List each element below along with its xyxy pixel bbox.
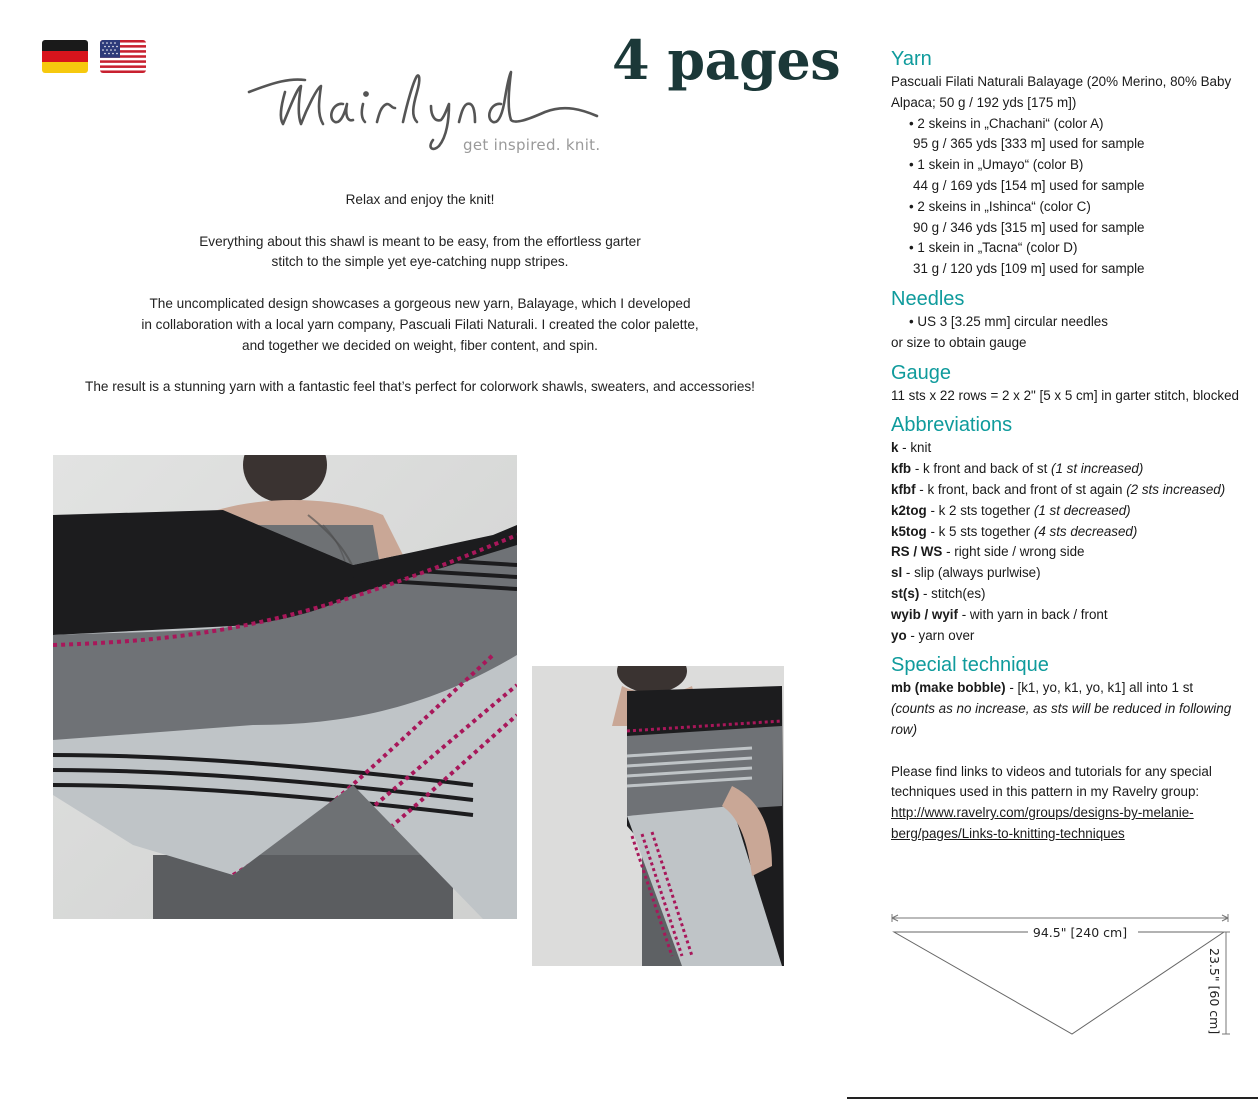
intro-paragraph: Relax and enjoy the knit!: [345, 192, 495, 207]
german-flag-icon[interactable]: [42, 40, 88, 73]
intro-paragraph: The result is a stunning yarn with a fantastic feel that’s perfect for colorwork shawls, sweaters, and accessories!: [85, 379, 755, 395]
abbreviations-heading: Abbreviations: [891, 414, 1013, 437]
abbreviation-item: wyib / wyif - with yarn in back / front: [891, 606, 1108, 622]
intro-paragraph: Everything about this shawl is meant to be easy, from the effortless garter stitch to the simple yet eye-catching nupp stripes.: [199, 233, 641, 270]
shawl-schematic: [888, 912, 1234, 1042]
ravelry-link[interactable]: http://www.ravelry.com/groups/designs-by-melanie-: [891, 805, 1194, 821]
yarn-amount: 90 g / 346 yds [315 m] used for sample: [913, 219, 1145, 235]
schematic-depth-label: 23.5" [60 cm]: [1207, 948, 1222, 1035]
shawl-back-photo: [53, 455, 517, 919]
yarn-skein-item: • 2 skeins in „Ishinca“ (color C): [909, 198, 1091, 214]
yarn-heading: Yarn: [891, 48, 932, 70]
ravelry-link-continued[interactable]: berg/pages/Links-to-knitting-techniques: [891, 825, 1125, 841]
pattern-details: [891, 46, 1246, 845]
abbreviation-item: yo - yarn over: [891, 627, 975, 643]
yarn-amount: 31 g / 120 yds [109 m] used for sample: [913, 261, 1145, 277]
intro-paragraph: The uncomplicated design showcases a gorgeous new yarn, Balayage, which I developed in collaboration with a local yarn company, Pascuali Filati Naturali. I created the color palette, and together we decided on weight, fiber content, and spin.: [141, 295, 699, 353]
links-text: Please find links to videos and tutorials for any special techniques used in this pattern in my Ravelry group:: [891, 763, 1212, 800]
abbreviation-item: k5tog - k 5 sts together (4 sts decreased): [891, 523, 1138, 539]
special-technique-heading: Special technique: [891, 654, 1049, 677]
gauge-text: 11 sts x 22 rows = 2 x 2" [5 x 5 cm] in garter stitch, blocked: [891, 387, 1239, 403]
intro-text: [60, 190, 780, 419]
bottom-rule: [847, 1097, 1258, 1099]
yarn-skein-item: • 2 skeins in „Chachani“ (color A): [909, 115, 1104, 131]
us-flag-icon[interactable]: [100, 40, 146, 73]
gauge-heading: Gauge: [891, 361, 952, 384]
yarn-description: Pascuali Filati Naturali Balayage (20% Merino, 80% Baby Alpaca; 50 g / 192 yds [175 m]): [891, 74, 1232, 110]
logo-tagline: get inspired. knit.: [463, 136, 601, 154]
abbreviation-item: kfb - k front and back of st (1 st increased): [891, 461, 1144, 477]
yarn-amount: 95 g / 365 yds [333 m] used for sample: [913, 136, 1145, 152]
schematic-width-label: 94.5" [240 cm]: [1032, 925, 1128, 940]
abbreviation-item: RS / WS - right side / wrong side: [891, 544, 1085, 560]
abbreviation-item: k2tog - k 2 sts together (1 st decreased): [891, 502, 1131, 518]
abbreviation-item: st(s) - stitch(es): [891, 585, 986, 601]
shawl-front-photo: [532, 666, 784, 966]
abbreviation-item: sl - slip (always purlwise): [891, 565, 1041, 581]
abbreviation-item: k - knit: [891, 440, 932, 456]
page-count-title: 4 pages: [612, 28, 841, 92]
needles-heading: Needles: [891, 287, 965, 310]
special-technique-item: mb (make bobble) - [k1, yo, k1, yo, k1] all into 1 st: [891, 680, 1194, 696]
yarn-amount: 44 g / 169 yds [154 m] used for sample: [913, 177, 1145, 193]
needles-item: • US 3 [3.25 mm] circular needles: [909, 313, 1108, 329]
yarn-skein-item: • 1 skein in „Tacna“ (color D): [909, 240, 1078, 256]
abbreviation-item: kfbf - k front, back and front of st again (2 sts increased): [891, 481, 1226, 497]
yarn-skein-item: • 1 skein in „Umayo“ (color B): [909, 157, 1084, 173]
needles-note: or size to obtain gauge: [891, 334, 1027, 350]
special-technique-note: (counts as no increase, as sts will be reduced in following row): [891, 701, 1232, 737]
